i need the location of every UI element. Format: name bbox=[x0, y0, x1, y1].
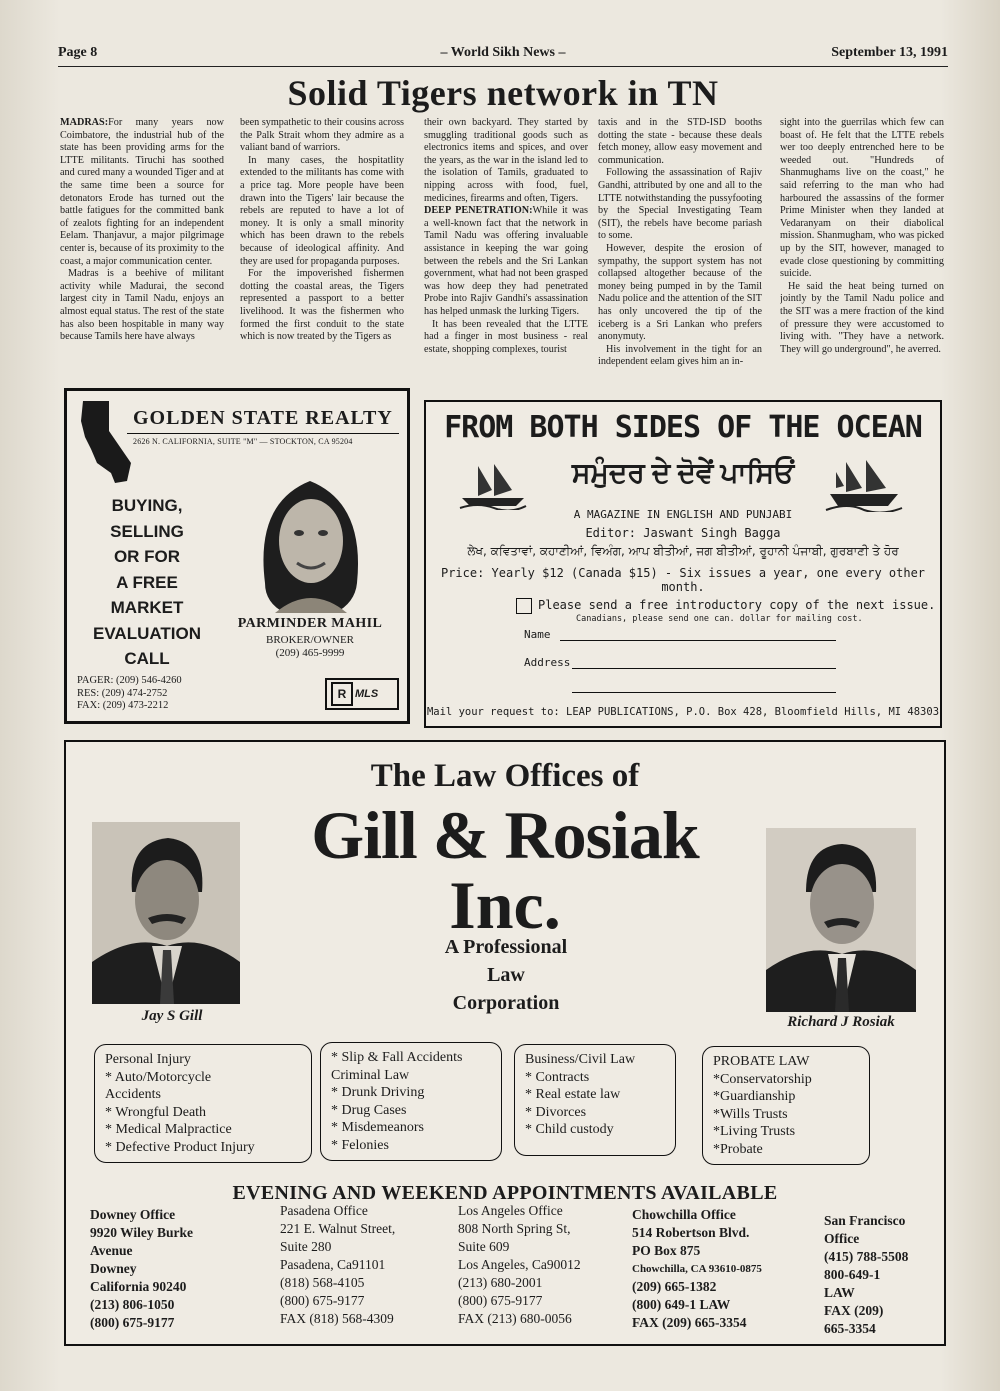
broker-name: PARMINDER MAHIL bbox=[237, 616, 383, 631]
firm-sub-1: A Professional bbox=[444, 936, 568, 958]
broker-phone: (209) 465-9999 bbox=[275, 647, 345, 659]
realty-pitch: BUYING, SELLING OR FOR A FREE MARKET EVALUATION CALL bbox=[93, 496, 201, 668]
practice-box-criminal: * Slip & Fall Accidents Criminal Law * Drunk Driving * Drug Cases * Misdemeanors * Felonies bbox=[320, 1042, 502, 1161]
article-body bbox=[60, 117, 946, 385]
article-paragraph bbox=[424, 117, 588, 205]
magazine-editor: Editor: Jaswant Singh Bagga bbox=[585, 526, 781, 540]
article-paragraph bbox=[60, 268, 224, 344]
broker-portrait bbox=[235, 463, 385, 613]
article-column-2 bbox=[240, 117, 404, 385]
article-paragraph bbox=[424, 319, 588, 357]
paragraph-text: It has been revealed that the LTTE had a finger in most business - real estate, shopping complexes, tourist bbox=[424, 318, 588, 355]
magazine-punjabi-title: ਸਮੁੰਦਰ ਦੇ ਦੋਵੇਂ ਪਾਸਿਓਂ bbox=[571, 458, 795, 489]
paragraph-text: His involvement in the tight for an independent eelam gives him an in- bbox=[598, 343, 762, 368]
attorney-rosiak-portrait bbox=[766, 828, 916, 1012]
office-los-angeles: Los Angeles Office 808 North Spring St, Suite 609 Los Angeles, Ca90012 (213) 680-2001 (800) 675-9177 FAX (213) 680-0056 bbox=[458, 1203, 581, 1326]
issue-date: September 13, 1991 bbox=[831, 45, 948, 60]
magazine-title: FROM BOTH SIDES OF THE OCEAN bbox=[444, 410, 922, 445]
gill-caption: Jay S Gill bbox=[141, 1008, 203, 1024]
paragraph-text: been sympathetic to their cousins across the Palk Strait whom they admire as a valiant band of warriors. bbox=[240, 117, 404, 154]
article-paragraph bbox=[240, 268, 404, 344]
article-paragraph bbox=[424, 205, 588, 318]
address-line-2[interactable] bbox=[572, 692, 836, 693]
magazine-subtitle: A MAGAZINE IN ENGLISH AND PUNJABI bbox=[573, 508, 793, 521]
name-label: Name bbox=[524, 628, 551, 641]
address-label: Address bbox=[524, 656, 571, 669]
practice-box-probate: PROBATE LAW *Conservatorship *Guardianship *Wills Trusts *Living Trusts *Probate bbox=[702, 1046, 870, 1165]
attorney-gill-portrait bbox=[92, 822, 240, 1004]
paragraph-text: He said the heat being turned on jointly by the Tamil Nadu police and the SIT was a mere fraction of the kind of pressure they were accustomed to living with. "They have a network. They will go underground", he averred. bbox=[780, 280, 944, 355]
office-downey: Downey Office 9920 Wiley Burke Avenue Downey California 90240 (213) 806-1050 (800) 675-9177 bbox=[90, 1207, 194, 1330]
article-paragraph bbox=[598, 344, 762, 369]
article-paragraph bbox=[780, 281, 944, 357]
paragraph-text: taxis and in the STD-ISD booths dotting the state - because these deals fetch money, allow easy movement and communication. bbox=[598, 117, 762, 166]
firm-sub-2: Law bbox=[487, 964, 525, 986]
magazine-topics: ਲੇਖ, ਕਵਿਤਾਵਾਂ, ਕਹਾਣੀਆਂ, ਵਿਅੰਗ, ਆਪ ਬੀਤੀਆਂ, ਜਗ ਬੀਤੀਆਂ, ਰੂਹਾਨੀ ਪੰਜਾਬੀ, ਗੁਰਬਾਣੀ ਤੇ ਹੋਰ bbox=[467, 544, 899, 558]
section-lead: DEEP PENETRATION: bbox=[424, 205, 533, 217]
realty-ad bbox=[64, 388, 410, 724]
mail-to: Mail your request to: LEAP PUBLICATIONS, P.O. Box 428, Bloomfield Hills, MI 48303 bbox=[426, 706, 940, 718]
free-copy-label: Please send a free introductory copy of the next issue. bbox=[538, 598, 936, 612]
practice-box-business: Business/Civil Law * Contracts * Real estate law * Divorces * Child custody bbox=[514, 1044, 676, 1156]
rosiak-caption: Richard J Rosiak bbox=[787, 1014, 895, 1030]
paragraph-text: For many years now Coimbatore, the industrial hub of the state has been providing arms for the LTTE militants. Tiruchi has soothed and cured many a wounded Tiger and at the same time been a source for detonators Erode has turned out the battle fatigues for the committed bank of zealots fighting for an independent Eelam. Thanjavur, a major pilgrimage center is, because of its proximity to the coast, a major communication center. bbox=[60, 117, 224, 267]
magazine-price: Price: Yearly $12 (Canada $15) - Six issues a year, one every other month. bbox=[440, 566, 926, 594]
article-paragraph bbox=[240, 155, 404, 268]
firm-sub-3: Corporation bbox=[452, 992, 560, 1014]
page-number: Page 8 bbox=[58, 45, 98, 60]
article-paragraph bbox=[60, 117, 224, 268]
realty-contacts: PAGER: (209) 546-4260 RES: (209) 474-2752 FAX: (209) 473-2212 bbox=[77, 675, 182, 711]
page-header bbox=[58, 45, 948, 65]
practice-box-personal-injury: Personal Injury * Auto/Motorcycle Accidents * Wrongful Death * Medical Malpractice * Defective Product Injury bbox=[94, 1044, 312, 1163]
magazine-ad bbox=[424, 400, 942, 728]
mls-logo: R MLS bbox=[325, 678, 399, 710]
office-pasadena: Pasadena Office 221 E. Walnut Street, Suite 280 Pasadena, Ca91101 (818) 568-4105 (800) 675-9177 FAX (818) 568-4309 bbox=[280, 1203, 396, 1326]
article-column-3 bbox=[424, 117, 588, 385]
article-column-4 bbox=[598, 117, 762, 385]
name-line[interactable] bbox=[560, 640, 836, 641]
office-chowchilla: Chowchilla Office 514 Robertson Blvd. PO Box 875 Chowchilla, CA 93610-0875 (209) 665-1382 (800) 649-1 LAW FAX (209) 665-3354 bbox=[632, 1207, 762, 1330]
article-column-1 bbox=[60, 117, 224, 385]
paragraph-text: their own backyard. They started by smuggling traditional goods such as electronics items and spices, and over the years, as the war in the island led to the isolation of Tamils, graduated to nipping across with food, fuel, medicines, firearms and often, Tigers. bbox=[424, 117, 588, 204]
article-paragraph bbox=[598, 167, 762, 243]
california-map-icon bbox=[75, 397, 135, 487]
section-lead: MADRAS: bbox=[60, 117, 109, 128]
paragraph-text: For the impoverished fishermen dotting the coastal areas, the Tigers represented a passport to a better livelihood. It was the fishermen who formed the first conduit to the state which is now treated by the Tigers as bbox=[240, 268, 404, 343]
realty-title: GOLDEN STATE REALTY bbox=[133, 407, 393, 429]
law-offices-ad bbox=[64, 740, 946, 1346]
firm-inc: Inc. bbox=[449, 867, 561, 943]
paragraph-text: sight into the guerrilas which few can boast of. He felt that the LTTE rebels wer too deeply entrenched here to be weeded out. "Hundreds of Shanmughams live on the coast," he said referring to the man who had harboured the assassins of the former Prime Minister when they landed at Vedaranyam on their diabolical mission. Shanmugham, who was picked up by the SIT, however, managed to evade close questioning by committing suicide. bbox=[780, 117, 944, 280]
header-rule bbox=[58, 66, 948, 67]
firm-name: Gill & Rosiak bbox=[311, 797, 699, 873]
article-paragraph bbox=[240, 117, 404, 155]
realty-address: 2626 N. CALIFORNIA, SUITE "M" — STOCKTON, CA 95204 bbox=[133, 437, 353, 446]
article-paragraph bbox=[598, 117, 762, 167]
headline: Solid Tigers network in TN bbox=[287, 73, 719, 113]
article-paragraph bbox=[780, 117, 944, 281]
paragraph-text: While it was a well-known fact that the network in Tamil Nadu was offering invaluable assistance in keeping the war going between the rebels and the Sri Lankan government, what had not been grasped was how deep they had penetrated Probe into Rajiv Gandhi's assassination has helped unmask the lurking Tigers. bbox=[424, 205, 588, 317]
paragraph-text: However, despite the erosion of sympathy, the support system has not collapsed altogether because of the money being pumped in by the Tamil Nadu police and the attention of the SIT has only uncovered the tip of the iceberg is a Sri Lankan who prefers anonymuty. bbox=[598, 242, 762, 343]
paragraph-text: Madras is a beehive of militant activity while Madurai, the second largest city in Tamil Nadu, enjoys an almost equal status. The rest of the state has also been hospitable in many way because Tamils here have always bbox=[60, 268, 224, 343]
article-paragraph bbox=[598, 243, 762, 344]
address-line-1[interactable] bbox=[572, 668, 836, 669]
law-offices-heading: The Law Offices of bbox=[370, 758, 640, 794]
article-column-5 bbox=[780, 117, 944, 385]
appointments-banner: EVENING AND WEEKEND APPOINTMENTS AVAILABLE bbox=[232, 1182, 778, 1204]
broker-role: BROKER/OWNER bbox=[266, 634, 354, 646]
sailing-ship-icon bbox=[824, 458, 904, 512]
canada-note: Canadians, please send one can. dollar for mailing cost. bbox=[576, 614, 863, 624]
paragraph-text: Following the assassination of Rajiv Gandhi, attributed by one and all to the LTTE notwithstanding the pussyfooting by the Special Investigating Team (SIT), the rebels have become pariash to some. bbox=[598, 167, 762, 242]
office-san-francisco: San Francisco Office (415) 788-5508 800-649-1 LAW FAX (209) 665-3354 bbox=[824, 1213, 909, 1336]
paragraph-text: In many cases, the hospitatlity extended to the militants has come with a price tag. More people have been drawn into the Tigers' lair because the rebels are reputed to have a lot of money. It is only a small minority which has been drawn to the rebels because of ideological affinity. And they are used for propaganda purposes. bbox=[240, 154, 404, 267]
realtor-r-icon: R bbox=[331, 682, 353, 706]
free-copy-checkbox[interactable] bbox=[516, 598, 532, 614]
paper-name: – World Sikh News – bbox=[440, 45, 566, 60]
